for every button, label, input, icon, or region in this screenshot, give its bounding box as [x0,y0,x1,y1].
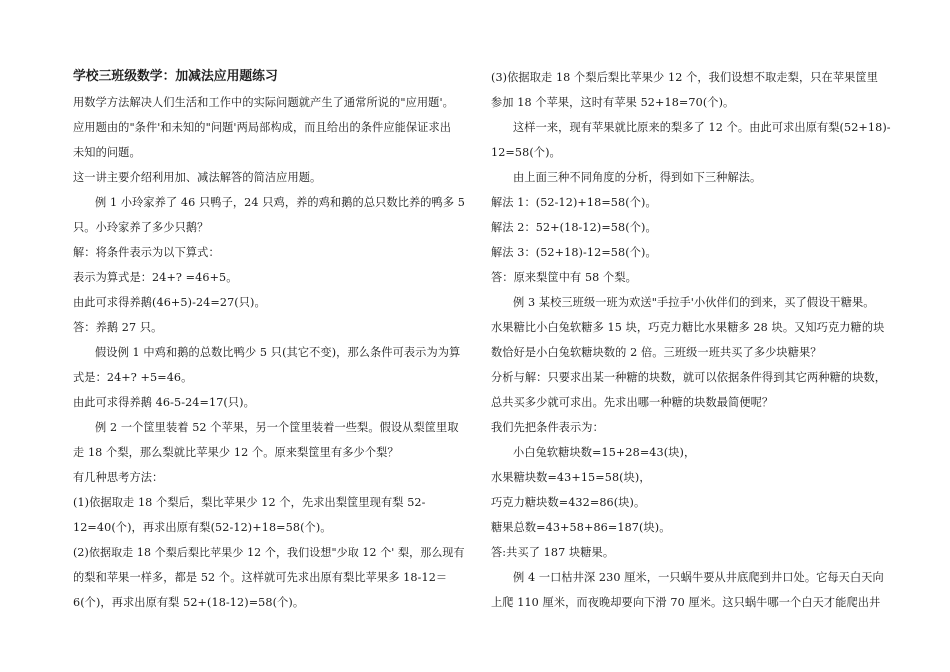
text-line: 分析与解：只要求出某一种糖的块数，就可以依据条件得到其它两种糖的块数， [491,371,887,384]
answer-line: 答：养鹅 27 只。 [73,321,163,334]
text-line: 我们先把条件表示为： [491,421,604,434]
method-2-line: (2)依据取走 18 个梨后梨比苹果少 12 个，我们设想"少取 12 个' 梨，那么现有 [73,546,465,559]
text-line: 12=40(个)，再求出原有梨(52-12)+18=58(个)。 [73,521,332,534]
text-line: 只。小玲家养了多少只鹅？ [73,221,209,234]
text-line: 由上面三种不同角度的分析，得到如下三种解法。 [513,171,762,184]
method-3-line: (3)依据取走 18 个梨后梨比苹果少 12 个，我们设想不取走梨，只在苹果筐里 [491,71,878,84]
equation-line: 巧克力糖块数=432=86(块)。 [491,496,646,509]
text-line: 数恰好是小白兔软糖块数的 2 倍。三班级一班共买了多少块糖果？ [491,346,822,359]
example-4-heading: 例 4 一口枯井深 230 厘米，一只蜗牛要从井底爬到井口处。它每天白天向 [513,571,884,584]
text-line: 未知的问题。 [73,146,141,159]
page-title: 学校三班级数学：加减法应用题练习 [73,69,278,84]
text-line: 假设例 1 中鸡和鹅的总数比鸭少 5 只(其它不变)，那么条件可表示为为算 [95,346,461,359]
text-line: 这一讲主要介绍利用加、减法解答的简洁应用题。 [73,171,322,184]
text-line: 式是：24+? +5=46。 [73,371,193,384]
solution-2-line: 解法 2：52+(18-12)=58(个)。 [491,221,657,234]
example-1-heading: 例 1 小玲家养了 46 只鸭子，24 只鸡，养的鸡和鹅的总只数比养的鸭多 5 [95,196,466,209]
text-line: 12=58(个)。 [491,146,561,159]
equation-line: 水果糖块数=43+15=58(块)， [491,471,651,484]
example-2-heading: 例 2 一个筐里装着 52 个苹果，另一个筐里装着一些梨。假设从梨筐里取 [95,421,459,434]
text-line: 解：将条件表示为以下算式： [73,246,220,259]
text-line: 的梨和苹果一样多，都是 52 个。这样就可先求出原有梨比苹果多 18-12＝ [73,571,448,584]
text-line: 用数学方法解决人们生活和工作中的实际问题就产生了通常所说的"应用题'。 [73,96,454,109]
equation-line: 小白兔软糖块数=15+28=43(块)， [513,446,696,459]
text-line: 总共买多少就可求出。先求出哪一种糖的块数最简便呢？ [491,396,774,409]
solution-3-line: 解法 3：(52+18)-12=58(个)。 [491,246,657,259]
method-1-line: (1)依据取走 18 个梨后，梨比苹果少 12 个，先求出梨筐里现有梨 52- [73,496,426,509]
solution-1-line: 解法 1：(52-12)+18=58(个)。 [491,196,657,209]
text-line: 上爬 110 厘米，而夜晚却要向下滑 70 厘米。这只蜗牛哪一个白天才能爬出井 [491,596,881,609]
text-line: 表示为算式是：24+? =46+5。 [73,271,238,284]
text-line: 走 18 个梨，那么梨就比苹果少 12 个。原来梨筐里有多少个梨？ [73,446,399,459]
text-line: 水果糖比小白兔软糖多 15 块，巧克力糖比水果糖多 28 块。又知巧克力糖的块 [491,321,885,334]
text-line: 由此可求得养鹅(46+5)-24=27(只)。 [73,296,266,309]
text-line: 参加 18 个苹果，这时有苹果 52+18=70(个)。 [491,96,735,109]
text-line: 由此可求得养鹅 46-5-24=17(只)。 [73,396,255,409]
text-line: 这样一来，现有苹果就比原来的梨多了 12 个。由此可求出原有梨(52+18)- [513,121,891,134]
example-3-heading: 例 3 某校三班级一班为欢送"手拉手'小伙伴们的到来，买了假设干糖果。 [513,296,875,309]
answer-line: 答:共买了 187 块糖果。 [491,546,615,559]
text-line: 6(个)，再求出原有梨 52+(18-12)=58(个)。 [73,596,305,609]
equation-line: 糖果总数=43+58+86=187(块)。 [491,521,671,534]
answer-line: 答：原来梨筐中有 58 个梨。 [491,271,637,284]
text-line: 有几种思考方法： [73,471,164,484]
text-line: 应用题由的"条件'和未知的"问题'两局部构成，而且给出的条件应能保证求出 [73,121,452,134]
